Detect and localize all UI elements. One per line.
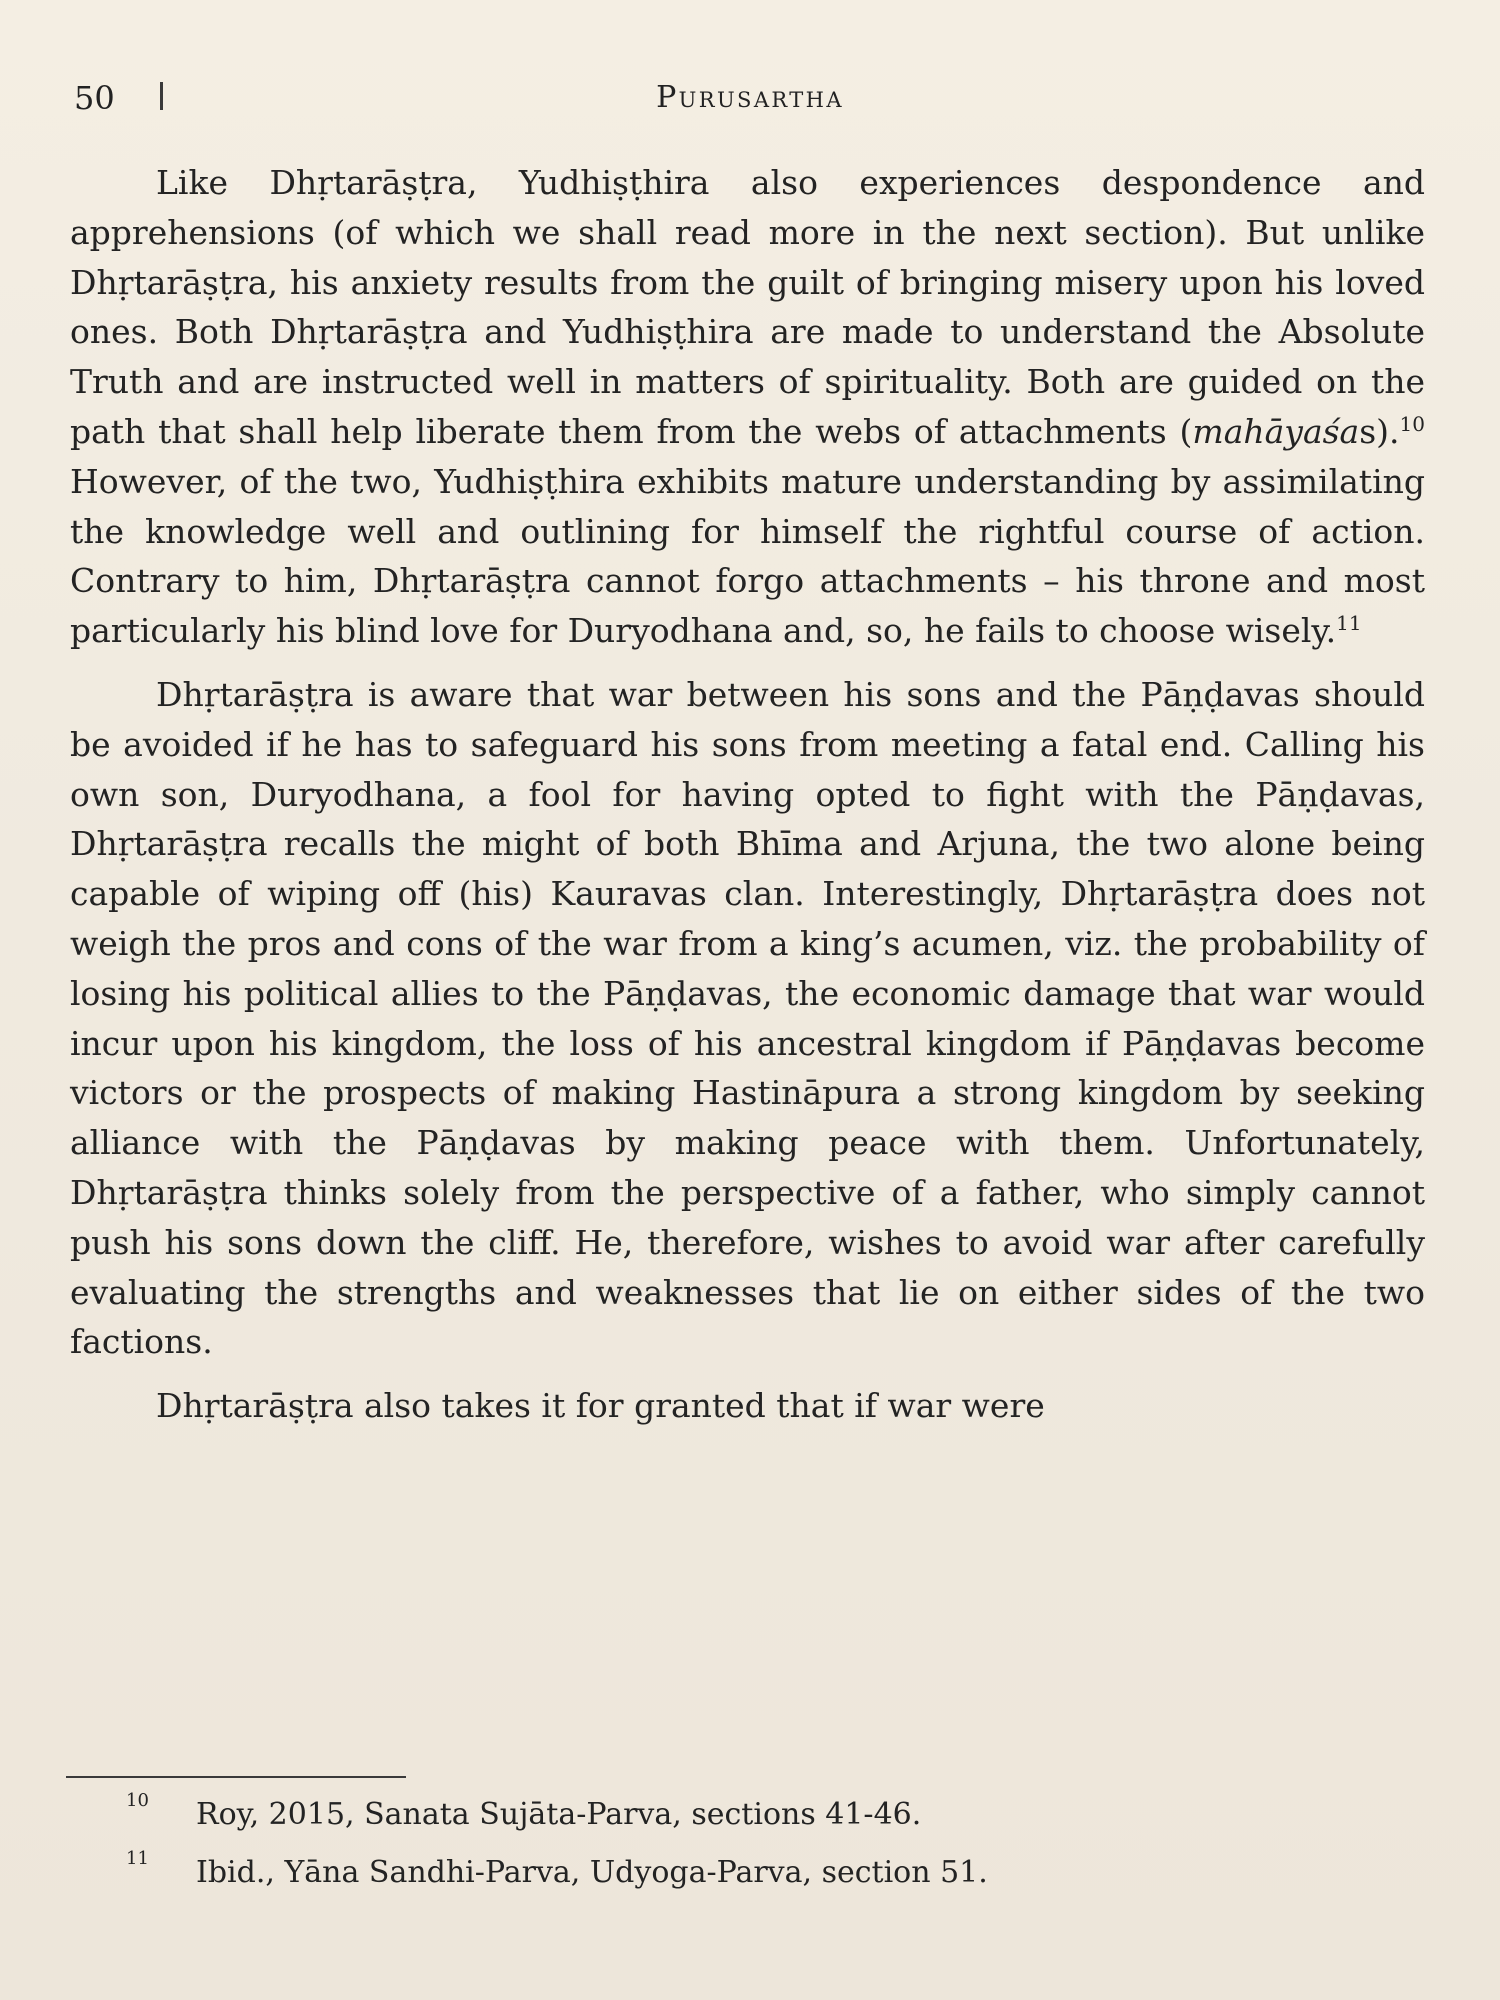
main-text [70,158,1425,1431]
footnote-separator [66,1776,406,1778]
footnote-number: 11 [126,1848,149,1869]
footnote-reference-11: 11 [1336,611,1362,636]
paragraph-1-term: mahāyaśa [1192,411,1360,451]
footnote-reference-10: 10 [1399,411,1425,436]
footnote-10 [126,1786,1426,1844]
footnote-11 [126,1844,1426,1902]
footnote-number: 10 [126,1790,149,1811]
footnote-text: Roy, 2015, Sanata Sujāta-Parva, sections 41-46. [196,1797,922,1832]
paragraph-1-after-term: s). [1359,411,1400,451]
paragraph-1 [70,158,1425,656]
footnotes [126,1786,1426,1902]
page-number: 50 [74,79,115,117]
running-head [74,78,1426,122]
footnote-text: Ibid., Yāna Sandhi-Parva, Udyoga-Parva, section 51. [196,1855,988,1890]
paragraph-1-lead: Like Dhṛtarāṣṭra, Yudhiṣṭhira also experiences despondence and apprehensions (of which we shall read more in the next section). But unlike Dhṛtarāṣṭra, his anxiety results from the guilt of bringing misery upon his loved ones. Both Dhṛtarāṣṭra and Yudhiṣṭhira are made to understand the Absolute Truth and are instructed well in matters of spirituality. Both are guided on the path that shall help liberate them from the webs of attachments ( [70,163,1425,451]
paragraph-3: Dhṛtarāṣṭra also takes it for granted that if war were [156,1386,1045,1426]
running-title: Purusartha [656,80,844,115]
paragraph-2: Dhṛtarāṣṭra is aware that war between his sons and the Pāṇḍavas should be avoided if he has to safeguard his sons from meeting a fatal end. Calling his own son, Duryodhana, a fool for having opted to fight with the Pāṇḍavas, Dhṛtarāṣṭra recalls the might of both Bhīma and Arjuna, the two alone being capable of wiping off (his) Kauravas clan. Interestingly, Dhṛtarāṣṭra does not weigh the pros and cons of the war from a king’s acumen, viz. the probability of losing his political allies to the Pāṇḍavas, the economic damage that war would incur upon his kingdom, the loss of his ancestral kingdom if Pāṇḍavas become victors or the prospects of making Hastināpura a strong kingdom by seeking alliance with the Pāṇḍavas by making peace with them. Unfortunately, Dhṛtarāṣṭra thinks solely from the perspective of a father, who simply cannot push his sons down the cliff. He, therefore, wishes to avoid war after carefully evaluating the strengths and weaknesses that lie on either sides of the two factions. [70,674,1425,1362]
paragraph-1-tail: However, of the two, Yudhiṣṭhira exhibits mature understanding by assimilating the knowledge well and outlining for himself the rightful course of action. Contrary to him, Dhṛtarāṣṭra cannot forgo attachments – his throne and most particularly his blind love for Duryodhana and, so, he fails to choose wisely. [70,461,1425,651]
